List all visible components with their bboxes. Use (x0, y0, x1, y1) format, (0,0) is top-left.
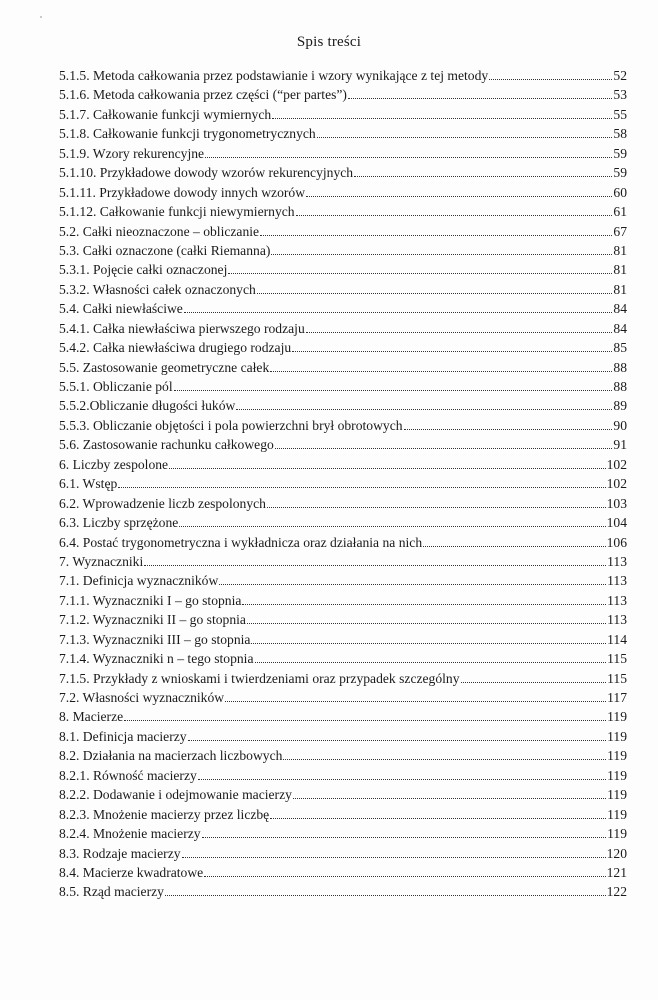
toc-entry-page-number: 59 (613, 145, 627, 161)
dot-leader (251, 643, 606, 644)
dot-leader (271, 254, 612, 255)
toc-entry-page-number: 81 (613, 242, 627, 258)
toc-entry (59, 105, 627, 124)
toc-entry-page-number: 89 (613, 398, 627, 414)
toc-entry (59, 649, 627, 668)
toc-entry-title: 5.5. Zastosowanie geometryczne całek (59, 359, 270, 375)
toc-entry (59, 66, 627, 85)
toc-entry-page-number: 91 (613, 437, 627, 453)
page-title: Spis treści (296, 34, 362, 50)
toc-entry-title: 5.5.3. Obliczanie objętości i pola powierzchni brył obrotowych (59, 417, 403, 433)
toc-entry-title: 5.3.2. Własności całek oznaczonych (59, 281, 256, 297)
toc-entry (59, 377, 627, 396)
toc-entry-page-number: 119 (607, 787, 627, 803)
toc-entry (59, 85, 627, 104)
toc-entry-page-number: 58 (613, 126, 627, 142)
dot-leader (283, 759, 606, 760)
dot-leader (275, 448, 613, 449)
toc-entry-page-number: 113 (607, 553, 627, 569)
toc-entry-page-number: 119 (607, 748, 627, 764)
toc-entry-page-number: 122 (606, 884, 627, 900)
toc-entry-title: 5.1.6. Metoda całkowania przez części (“per partes”) (59, 87, 347, 103)
dot-leader (461, 682, 607, 683)
toc-entry (59, 163, 627, 182)
toc-entry-page-number: 52 (613, 68, 627, 83)
dot-leader (270, 371, 612, 372)
toc-entry-page-number: 119 (607, 767, 627, 783)
toc-entry-title: 8.2.1. Równość macierzy (59, 767, 197, 783)
toc-entry-page-number: 81 (613, 262, 627, 278)
toc-entry-page-number: 120 (606, 845, 627, 861)
toc-entry (59, 416, 627, 435)
toc-entry-title: 5.4.2. Całka niewłaściwa drugiego rodzaju (59, 340, 292, 356)
toc-entry-page-number: 60 (613, 184, 627, 200)
toc-entry-page-number: 81 (613, 281, 627, 297)
toc-entry (59, 474, 627, 493)
toc-entry-page-number: 55 (613, 106, 627, 122)
toc-entry-page-number: 88 (613, 379, 627, 394)
toc-entry-title: 7.1.2. Wyznaczniki II – go stopnia (59, 612, 246, 628)
toc-entry-title: 5.1.9. Wzory rekurencyjne (59, 145, 205, 161)
dot-leader (354, 176, 612, 177)
dot-leader (270, 818, 606, 819)
toc-entry (59, 124, 627, 143)
toc-entry-title: 5.4. Całki niewłaściwe (59, 301, 183, 317)
toc-entry-page-number: 114 (607, 631, 627, 647)
dot-leader (255, 662, 607, 663)
toc-entry-title: 8.3. Rodzaje macierzy (59, 845, 181, 861)
dot-leader (188, 740, 607, 741)
toc-entry-page-number: 115 (607, 670, 627, 686)
toc-entry (59, 338, 627, 357)
toc-entry-title: 6.4. Postać trygonometryczna i wykładnicza oraz działania na nich (59, 534, 423, 550)
toc-entry-page-number: 113 (607, 592, 627, 608)
toc-entry (59, 863, 627, 882)
toc-entry-page-number: 117 (607, 690, 627, 705)
dot-leader (260, 235, 612, 236)
toc-entry-page-number: 106 (606, 534, 627, 550)
dot-leader (292, 351, 612, 352)
toc-entry-title: 5.1.10. Przykładowe dowody wzorów rekurencyjnych (59, 165, 354, 181)
dot-leader (423, 546, 605, 547)
toc-entry-title: 5.1.12. Całkowanie funkcji niewymiernych (59, 204, 295, 220)
toc-entry-title: 7.1.3. Wyznaczniki III – go stopnia (59, 631, 251, 647)
toc-entry-page-number: 67 (613, 223, 627, 239)
toc-entry (59, 844, 627, 863)
toc-entry (59, 144, 627, 163)
toc-entry-page-number: 88 (613, 359, 627, 375)
toc-entry-title: 5.6. Zastosowanie rachunku całkowego (59, 437, 274, 453)
dot-leader (272, 118, 612, 119)
toc-entry-title: 7. Wyznaczniki (59, 553, 144, 569)
toc-entry-page-number: 119 (607, 709, 627, 725)
toc-entry (59, 630, 627, 649)
toc-entry (59, 669, 627, 688)
toc-entry (59, 610, 627, 629)
toc-entry-page-number: 119 (607, 806, 627, 822)
dot-leader (182, 857, 606, 858)
toc-entry-title: 7.1. Definicja wyznaczników (59, 573, 219, 589)
toc-entry-title: 7.1.5. Przykłady z wnioskami i twierdzeniami oraz przypadek szczególny (59, 670, 460, 686)
toc-entry (59, 746, 627, 765)
dot-leader (202, 837, 607, 838)
toc-entry (59, 494, 627, 513)
toc-entry-page-number: 121 (606, 864, 627, 880)
toc-entry-title: 5.5.1. Obliczanie pól (59, 379, 173, 394)
dot-leader (228, 273, 612, 274)
toc-entry (59, 222, 627, 241)
dot-leader (296, 215, 613, 216)
toc-entry (59, 455, 627, 474)
toc-entry-title: 6.1. Wstęp (59, 476, 118, 492)
toc-entry-page-number: 104 (606, 515, 627, 531)
dot-leader (205, 157, 612, 158)
toc-entry-page-number: 84 (613, 301, 627, 317)
toc-entry (59, 241, 627, 260)
toc-entry (59, 319, 627, 338)
toc-entry-title: 5.3.1. Pojęcie całki oznaczonej (59, 262, 228, 278)
toc-entry-title: 6.2. Wprowadzenie liczb zespolonych (59, 495, 266, 511)
toc-entry (59, 260, 627, 279)
toc-entry-page-number: 102 (606, 456, 627, 472)
toc-entry (59, 513, 627, 532)
toc-entry-title: 5.1.5. Metoda całkowania przez podstawianie i wzory wynikające z tej metody (59, 68, 489, 83)
dot-leader (174, 390, 613, 391)
toc-entry-page-number: 119 (607, 728, 627, 744)
toc-entry-title: 8.2.2. Dodawanie i odejmowanie macierzy (59, 787, 292, 803)
scan-speck (40, 16, 42, 18)
dot-leader (242, 604, 606, 605)
dot-leader (306, 196, 612, 197)
toc-entry-title: 5.4.1. Całka niewłaściwa pierwszego rodzaju (59, 320, 305, 336)
toc-entry-page-number: 84 (613, 320, 627, 336)
toc-entry (59, 299, 627, 318)
toc-entry (59, 591, 627, 610)
toc-entry-page-number: 90 (613, 417, 627, 433)
dot-leader (236, 409, 612, 410)
table-of-contents (59, 66, 627, 902)
toc-entry-title: 5.2. Całki nieoznaczone – obliczanie (59, 223, 260, 239)
toc-entry-title: 6. Liczby zespolone (59, 456, 169, 472)
toc-entry-title: 8.2.4. Mnożenie macierzy (59, 826, 201, 842)
toc-entry (59, 785, 627, 804)
dot-leader (306, 332, 613, 333)
toc-entry (59, 727, 627, 746)
toc-entry (59, 552, 627, 571)
dot-leader (165, 895, 606, 896)
toc-entry-title: 8. Macierze (59, 709, 124, 725)
toc-entry (59, 571, 627, 590)
dot-leader (204, 876, 605, 877)
toc-entry-title: 8.2. Działania na macierzach liczbowych (59, 748, 283, 764)
dot-leader (404, 429, 613, 430)
dot-leader (489, 79, 612, 80)
toc-entry-page-number: 113 (607, 612, 627, 628)
toc-entry (59, 183, 627, 202)
dot-leader (169, 468, 606, 469)
dot-leader (179, 526, 605, 527)
dot-leader (198, 779, 606, 780)
dot-leader (317, 137, 613, 138)
toc-entry-page-number: 102 (606, 476, 627, 492)
toc-entry-page-number: 59 (613, 165, 627, 181)
toc-entry-title: 7.1.1. Wyznaczniki I – go stopnia (59, 592, 242, 608)
toc-entry (59, 358, 627, 377)
toc-entry-title: 5.3. Całki oznaczone (całki Riemanna) (59, 242, 271, 258)
toc-entry (59, 805, 627, 824)
toc-entry-title: 6.3. Liczby sprzężone (59, 515, 179, 531)
toc-entry (59, 688, 627, 707)
toc-entry-title: 7.1.4. Wyznaczniki n – tego stopnia (59, 651, 254, 667)
dot-leader (267, 507, 606, 508)
toc-entry-page-number: 85 (613, 340, 627, 356)
toc-entry (59, 435, 627, 454)
toc-entry-title: 5.1.7. Całkowanie funkcji wymiernych (59, 106, 272, 122)
toc-entry-title: 5.1.8. Całkowanie funkcji trygonometrycznych (59, 126, 316, 142)
dot-leader (118, 487, 605, 488)
toc-entry-title: 7.2. Własności wyznaczników (59, 690, 225, 705)
toc-entry-title: 5.5.2.Obliczanie długości łuków (59, 398, 236, 414)
dot-leader (144, 565, 606, 566)
toc-entry (59, 707, 627, 726)
dot-leader (184, 312, 613, 313)
toc-entry (59, 280, 627, 299)
toc-entry-page-number: 103 (606, 495, 627, 511)
toc-entry (59, 533, 627, 552)
dot-leader (219, 584, 606, 585)
toc-entry (59, 766, 627, 785)
toc-entry-page-number: 115 (607, 651, 627, 667)
toc-entry (59, 824, 627, 843)
toc-entry-title: 5.1.11. Przykładowe dowody innych wzorów (59, 184, 306, 200)
dot-leader (124, 720, 606, 721)
dot-leader (247, 623, 606, 624)
toc-entry (59, 202, 627, 221)
toc-entry-title: 8.4. Macierze kwadratowe (59, 864, 204, 880)
toc-entry (59, 882, 627, 901)
dot-leader (257, 293, 613, 294)
dot-leader (293, 798, 606, 799)
toc-entry-page-number: 61 (613, 204, 627, 220)
dot-leader (348, 98, 612, 99)
toc-entry-page-number: 113 (607, 573, 627, 589)
toc-entry-title: 8.1. Definicja macierzy (59, 728, 187, 744)
toc-entry-page-number: 119 (607, 826, 627, 842)
toc-entry (59, 396, 627, 415)
toc-entry-page-number: 53 (613, 87, 627, 103)
dot-leader (225, 701, 606, 702)
toc-entry-title: 8.2.3. Mnożenie macierzy przez liczbę (59, 806, 270, 822)
toc-entry-title: 8.5. Rząd macierzy (59, 884, 164, 900)
